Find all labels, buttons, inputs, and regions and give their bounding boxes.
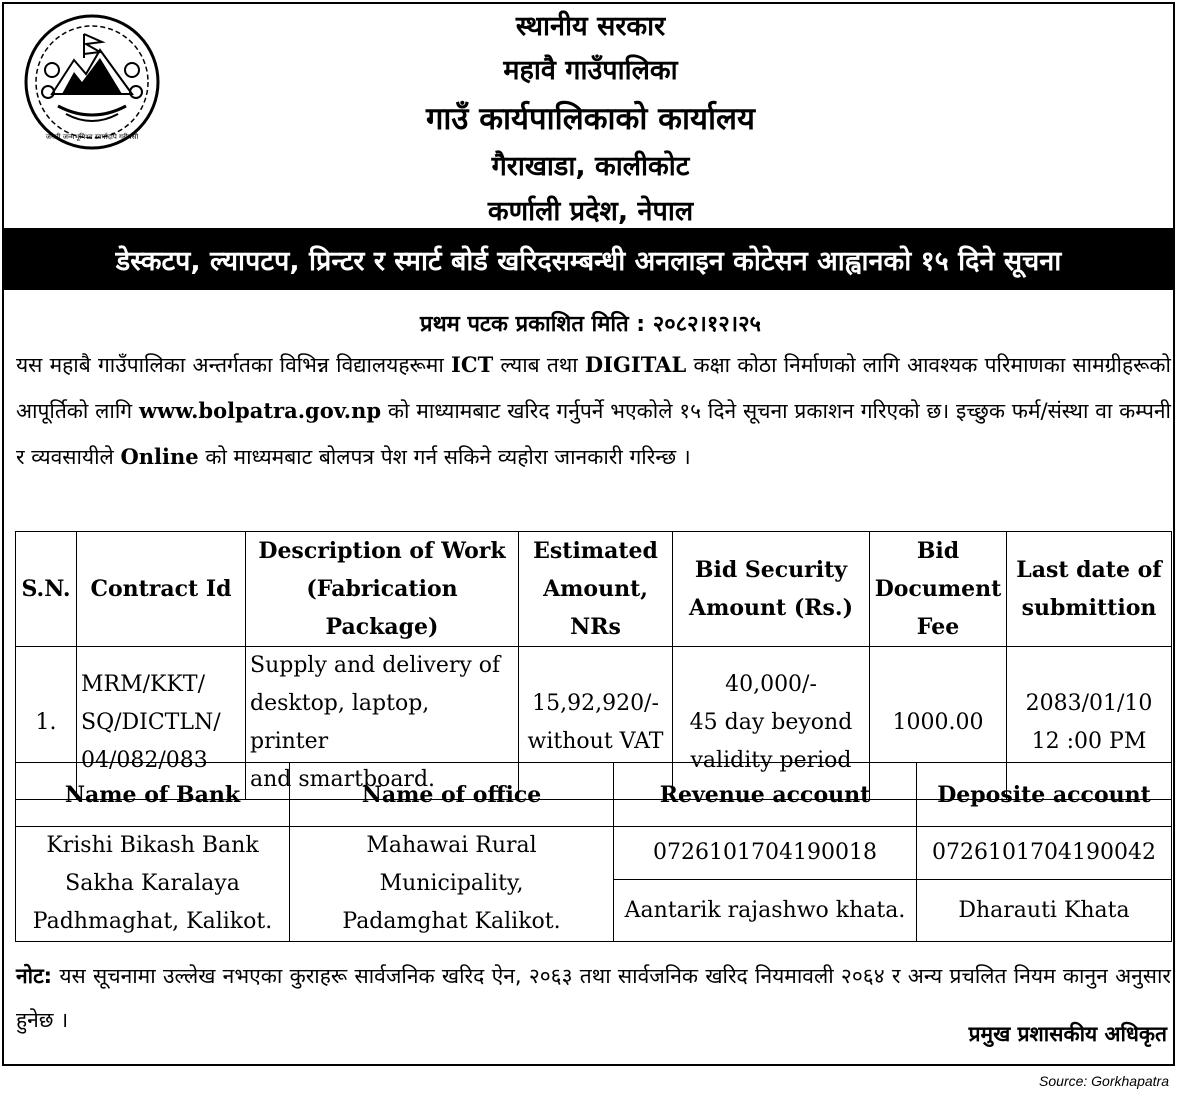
cell-bid-security-line2: 45 day beyond: [689, 710, 853, 735]
body-bold-digital: DIGITAL: [584, 352, 687, 377]
cell-office-line3: Padamghat Kalikot.: [342, 909, 561, 934]
note-label: नोट:: [16, 964, 53, 988]
col-estimated-line1: Estimated: [533, 538, 658, 564]
cell-bid-security-line3: validity period: [690, 748, 852, 773]
col-bank-name: Name of Bank: [16, 763, 290, 827]
col-bid-fee-line3: Fee: [916, 614, 960, 640]
emblem-motto: जननी जन्मभूमिश्च स्वर्गादपि गरीयसी: [45, 133, 139, 141]
col-bid-security-line1: Bid Security: [694, 557, 848, 583]
cell-revenue-number: 0726101704190018: [614, 827, 917, 880]
body-bold-ict: ICT: [451, 352, 494, 377]
notice-title-banner: डेस्कटप, ल्यापटप, प्रिन्टर र स्मार्ट बोर्ड खरिदसम्बन्धी अनलाइन कोटेसन आह्वानको १५ दिने सूचना: [2, 228, 1175, 290]
cell-bank-name: [16, 827, 290, 942]
cell-contract-id-line2: SQ/DICTLN/: [81, 710, 221, 735]
col-bid-fee: [870, 532, 1007, 647]
cell-office-line2: Municipality,: [379, 871, 524, 896]
col-bid-security-line2: Amount (Rs.): [689, 595, 853, 621]
col-last-date: [1007, 532, 1172, 647]
cell-bank-line3: Padhmaghat, Kalikot.: [32, 909, 273, 934]
body-bold-website: www.bolpatra.gov.np: [138, 398, 382, 423]
body-bold-online: Online: [120, 444, 199, 469]
cell-contract-id-line3: 04/082/083: [81, 748, 208, 773]
cell-office-name: [290, 827, 614, 942]
body-text-5: को माध्यमबाट बोलपत्र पेश गर्न सकिने व्यहोरा जानकारी गरिन्छ ।: [198, 445, 691, 469]
cell-revenue-name: Aantarik rajashwo khata.: [614, 880, 917, 942]
cell-bid-fee: 1000.00: [870, 647, 1007, 800]
contract-table-header-row: [16, 532, 1172, 647]
cell-office-line1: Mahawai Rural: [366, 833, 537, 858]
cell-bid-security-line1: 40,000/-: [725, 672, 817, 697]
bank-table: [15, 762, 1172, 942]
cell-description-line2: desktop, laptop, printer: [250, 691, 430, 754]
cell-description-line3: and smartboard.: [250, 767, 436, 792]
col-bid-security: [673, 532, 870, 647]
header-line-location: गैराखाडा, कालीकोट: [491, 151, 690, 182]
col-bid-fee-line1: Bid: [916, 538, 960, 564]
notice-body: [16, 342, 1171, 480]
header-line-office: गाउँ कार्यपालिकाको कार्यालय: [425, 101, 756, 137]
header-line-municipality: महावै गाउँपालिका: [503, 55, 678, 86]
col-estimated-line3: NRs: [570, 614, 621, 640]
cell-deposit-number: 0726101704190042: [917, 827, 1172, 880]
col-last-date-line1: Last date of: [1016, 557, 1162, 583]
col-estimated: [519, 532, 673, 647]
col-sn: S.N.: [16, 532, 77, 647]
header-line-local-government: स्थानीय सरकार: [515, 11, 666, 42]
signoff-officer: प्रमुख प्रशासकीय अधिकृत: [968, 1022, 1167, 1046]
body-text-4: को माध्यामबाट खरिद गर्नुपर्ने भएकोले १५ दिने सूचना प्रकाशन गरिएको छ। इच्छुक फर्म/संस्था वा कम्पनी र व्यवसायीले: [16, 399, 1171, 469]
col-office-name: Name of office: [290, 763, 614, 827]
cell-bank-line1: Krishi Bikash Bank: [46, 833, 259, 858]
note-text: यस सूचनामा उल्लेख नभएका कुराहरू सार्वजनिक खरिद ऐन, २०६३ तथा सार्वजनिक खरिद नियमावली २०६४ र अन्य प्रचलित नियम कानुन अनुसार हुनेछ ।: [16, 964, 1171, 1032]
col-last-date-line2: submittion: [1021, 595, 1157, 621]
body-text-1: यस महाबै गाउँपालिका अन्तर्गतका विभिन्न विद्यालयहरूमा: [16, 353, 452, 377]
cell-sn: 1.: [16, 647, 77, 800]
body-text-3: कक्षा कोठा निर्माणको लागि आवश्यक परिमाणका सामग्रीहरूको आपूर्तिको लागि: [16, 353, 1171, 423]
source-credit: Source: Gorkhapatra: [1039, 1073, 1169, 1089]
header-line-province: कर्णाली प्रदेश, नेपाल: [487, 196, 694, 227]
col-contract-id: Contract Id: [77, 532, 246, 647]
cell-description-line1: Supply and delivery of: [250, 653, 501, 678]
cell-last-date-line1: 2083/01/10: [1025, 691, 1153, 716]
body-text-2: ल्याब तथा: [493, 353, 585, 377]
col-bid-fee-line2: Document: [874, 576, 1002, 602]
bank-table-row-1: [16, 827, 1172, 880]
col-description: [246, 532, 519, 647]
col-description-line1: Description of Work: [258, 538, 506, 564]
col-estimated-line2: Amount,: [543, 576, 648, 602]
cell-estimated-line2: without VAT: [527, 729, 664, 754]
col-revenue-account: Revenue account: [614, 763, 917, 827]
cell-estimated-line1: 15,92,920/-: [532, 691, 659, 716]
cell-contract-id-line1: MRM/KKT/: [81, 672, 205, 697]
publish-date: प्रथम पटक प्रकाशित मिति : २०८२।१२।२५: [420, 312, 761, 337]
col-description-line2: (Fabrication Package): [306, 576, 458, 640]
col-deposit-account: Deposite account: [917, 763, 1172, 827]
bank-table-header-row: [16, 763, 1172, 827]
cell-last-date-line2: 12 :00 PM: [1031, 729, 1147, 754]
cell-bank-line2: Sakha Karalaya: [65, 871, 240, 896]
cell-deposit-name: Dharauti Khata: [917, 880, 1172, 942]
contract-table: [15, 531, 1172, 800]
